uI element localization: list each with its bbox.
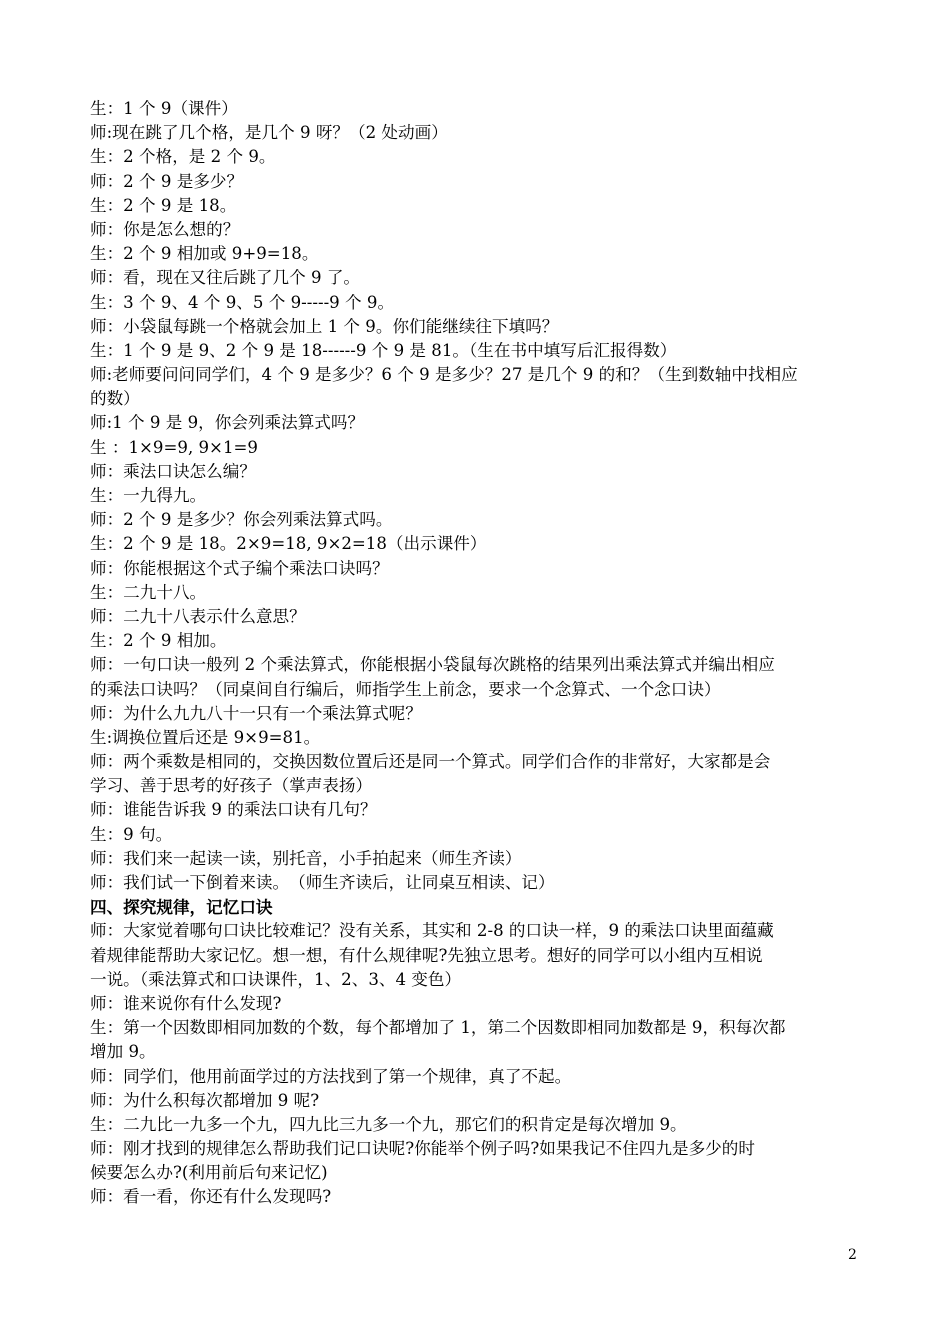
text-line: 师：小袋鼠每跳一个格就会加上 1 个 9。你们能继续往下填吗？ [90,316,559,336]
text-line: 生:调换位置后还是 9×9=81。 [90,727,321,747]
text-line: 候要怎么办?(利用前后句来记忆) [90,1163,328,1183]
text-line: 师：你能根据这个式子编个乘法口诀吗？ [90,558,389,578]
text-line: 师：看，现在又往后跳了几个 9 了。 [90,268,361,288]
text-line: 师：同学们，他用前面学过的方法找到了第一个规律，真了不起。 [90,1066,572,1086]
text-line: 师：为什么九九八十一只有一个乘法算式呢？ [90,703,422,723]
text-line: 的数） [90,389,140,409]
page-number: 2 [848,1247,857,1263]
text-line: 生：一九得九。 [90,486,207,505]
text-line: 生：二九十八。 [90,582,207,602]
text-line: 师：一句口诀一般列 2 个乘法算式，你能根据小袋鼠每次跳格的结果列出乘法算式并编出相应 [90,655,775,675]
text-line: 师：我们来一起读一读，别托音，小手拍起来（师生齐读） [90,848,522,868]
text-line: 师：2 个 9 是多少？你会列乘法算式吗。 [90,510,393,530]
text-line: 师：谁来说你有什么发现? [90,993,282,1013]
text-line: 师：二九十八表示什么意思？ [90,606,306,626]
text-line: 生：2 个 9 是 18。 [90,195,237,215]
text-line: 生：1 个 9 是 9、2 个 9 是 18------9 个 9 是 81。（生在书中填写后汇报得数） [90,340,677,360]
text-line: 师:现在跳了几个格，是几个 9 呀？（2 处动画） [90,123,448,143]
text-line: 师：看一看，你还有什么发现吗? [90,1187,332,1207]
text-line: 生：2 个格，是 2 个 9。 [90,147,276,167]
text-line: 的乘法口诀吗？（同桌间自行编后，师指学生上前念，要求一个念算式、一个念口诀） [90,679,721,699]
text-line: 师：你是怎么想的？ [90,219,240,239]
text-line: 生：2 个 9 是 18。2×9=18, 9×2=18（出示课件） [90,534,487,554]
text-line: 学习、善于思考的好孩子（掌声表扬） [90,776,373,796]
text-line: 生：第一个因数即相同加数的个数，每个都增加了 1，第二个因数即相同加数都是 9，积每次都 [90,1018,786,1038]
text-line: 增加 9。 [90,1042,156,1062]
document-body [90,97,865,1210]
text-line: 师：刚才找到的规律怎么帮助我们记口诀呢?你能举个例子吗?如果我记不住四九是多少的时 [90,1139,755,1159]
text-line: 一说。（乘法算式和口诀课件，1、2、3、4 变色） [90,969,462,989]
text-line: 生：9 句。 [90,824,173,844]
text-line: 师：两个乘数是相同的，交换因数位置后还是同一个算式。同学们合作的非常好，大家都是会 [90,752,771,772]
text-line: 师:1 个 9 是 9，你会列乘法算式吗？ [90,413,365,433]
text-line: 着规律能帮助大家记忆。想一想，有什么规律呢?先独立思考。想好的同学可以小组内互相说 [90,945,763,965]
section-heading: 四、探究规律，记忆口诀 [90,897,273,918]
text-line: 生：2 个 9 相加或 9+9=18。 [90,244,319,264]
text-line: 师：2 个 9 是多少？ [90,171,244,191]
text-line: 师：乘法口诀怎么编？ [90,461,256,481]
text-line: 师:老师要问问同学们，4 个 9 是多少？6 个 9 是多少？27 是几个 9 的和？（生到数轴中找相应 [90,365,798,385]
text-line: 生：1 个 9（课件） [90,99,238,118]
text-line: 生 ：1×9=9, 9×1=9 [90,437,258,457]
text-line: 师：大家觉着哪句口诀比较难记？没有关系，其实和 2-8 的口诀一样，9 的乘法口诀里面蕴藏 [90,921,774,941]
text-line: 生：3 个 9、4 个 9、5 个 9-----9 个 9。 [90,292,395,312]
text-line: 师：谁能告诉我 9 的乘法口诀有几句？ [90,800,377,820]
text-line: 生：2 个 9 相加。 [90,631,227,651]
text-line: 师：我们试一下倒着来读。 （师生齐读后，让同桌互相读、记） [90,873,555,892]
text-line: 师：为什么积每次都增加 9 呢? [90,1090,320,1110]
text-line: 生：二九比一九多一个九，四九比三九多一个九，那它们的积肯定是每次增加 9。 [90,1114,687,1134]
